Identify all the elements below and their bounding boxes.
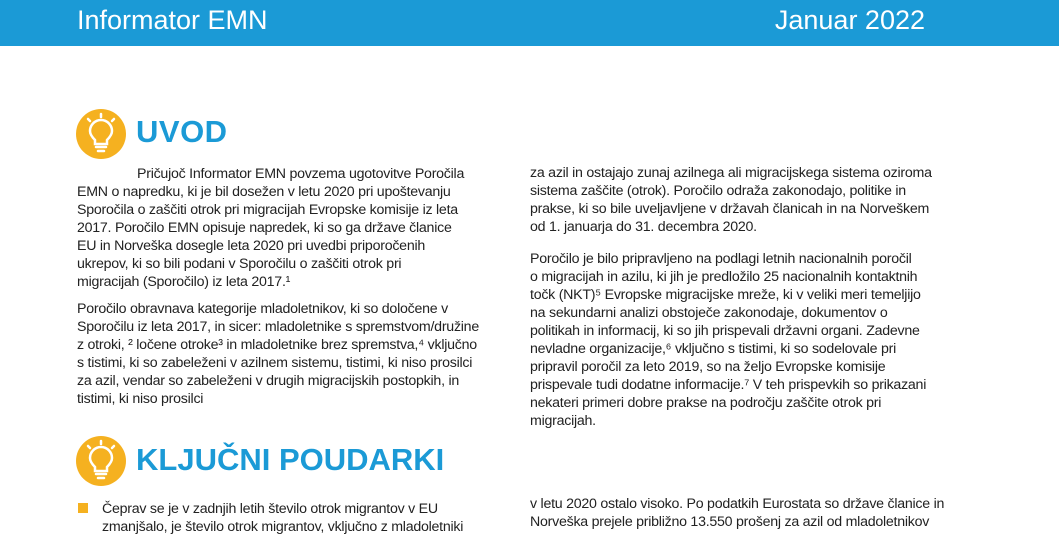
text-line: pripravil poročil za leto 2019, so na željo Evropske komisije (530, 359, 886, 375)
text-line: Poročilo obravnava kategorije mladoletnikov, ki so določene v (77, 301, 448, 317)
text-line: za azil, vendar so zabeleženi v drugih migracijskih postopkih, in (77, 373, 459, 389)
text-line: politikah in informacij, ki so jih prispevali državni organi. Zadevne (530, 323, 920, 339)
text-line: ukrepov, ki so bili podani v Sporočilu o zaščiti otrok pri (77, 256, 402, 272)
header-bar (0, 0, 1059, 46)
text-line: migracijah (Sporočilo) iz leta 2017.¹ (77, 274, 291, 290)
bullet-square-icon (78, 503, 88, 513)
text-line: sistema zaščite (otrok). Poročilo odraža zakonodajo, politike in (530, 183, 906, 199)
text-line: prispevale tudi dodatne informacije.⁷ V teh prispevkih so prikazani (530, 377, 927, 393)
intro-paragraph-4 (530, 250, 926, 430)
lightbulb-icon (76, 436, 126, 486)
section-heading-intro: UVOD (136, 114, 228, 149)
intro-paragraph-1 (77, 165, 464, 291)
key-point-bullet-text (102, 500, 463, 536)
text-line: točk (NKT)⁵ Evropske migracijske mreže, ki v veliki meri temeljijo (530, 287, 921, 303)
key-point-right-text (530, 495, 944, 531)
text-line: Poročilo je bilo pripravljeno na podlagi letnih nacionalnih poročil (530, 251, 912, 267)
text-line: 2017. Poročilo EMN opisuje napredek, ki so ga države članice (77, 220, 452, 236)
lightbulb-icon (76, 109, 126, 159)
text-line: Čeprav se je v zadnjih letih število otrok migrantov v EU (102, 501, 438, 517)
text-line: Norveška prejele približno 13.550 prošenj za azil od mladoletnikov (530, 514, 930, 530)
text-line: zmanjšalo, je število otrok migrantov, vključno z mladoletniki (102, 519, 464, 535)
text-line: Sporočilu iz leta 2017, in sicer: mladoletnike s spremstvom/družine (77, 319, 479, 335)
text-line: z otroki, ² ločene otroke³ in mladoletnike brez spremstva,⁴ vključno (77, 337, 477, 353)
text-line: nekateri primeri dobre prakse na področju zaščite otrok pri (530, 395, 882, 411)
text-line: Pričujoč Informator EMN povzema ugotovitve Poročila (137, 166, 465, 182)
publication-date: Januar 2022 (774, 5, 925, 35)
text-line: na sekundarni analizi obstoječe zakonodaje, dokumentov o (530, 305, 888, 321)
section-heading-key-points: KLJUČNI POUDARKI (136, 442, 445, 477)
text-line: nevladne organizacije,⁶ vključno s tistimi, ki so sodelovale pri (530, 341, 896, 357)
text-line: Sporočila o zaščiti otrok pri migracijah Evropske komisije iz leta (77, 202, 458, 218)
text-line: za azil in ostajajo zunaj azilnega ali migracijskega sistema oziroma (530, 165, 932, 181)
text-line: tistimi, ki niso prosilci (77, 391, 204, 407)
text-line: migracijah. (530, 413, 596, 429)
text-line: s tistimi, ki so zabeleženi v azilnem sistemu, tistimi, ki niso prosilci (77, 355, 473, 371)
intro-paragraph-2 (77, 300, 479, 408)
text-line: o migracijah in azilu, ki jih je predložilo 25 nacionalnih kontaktnih (530, 269, 918, 285)
text-line: EMN o napredku, ki je bil dosežen v letu 2020 pri upoštevanju (77, 184, 451, 200)
text-line: v letu 2020 ostalo visoko. Po podatkih Eurostata so države članice in (530, 496, 945, 512)
publication-title: Informator EMN (77, 5, 268, 35)
text-line: prakse, ki so bile uveljavljene v državah članicah in na Norveškem (530, 201, 930, 217)
intro-paragraph-3 (530, 164, 932, 236)
text-line: od 1. januarja do 31. decembra 2020. (530, 219, 757, 235)
text-line: EU in Norveška dosegle leta 2020 pri uvedbi priporočenih (77, 238, 425, 254)
